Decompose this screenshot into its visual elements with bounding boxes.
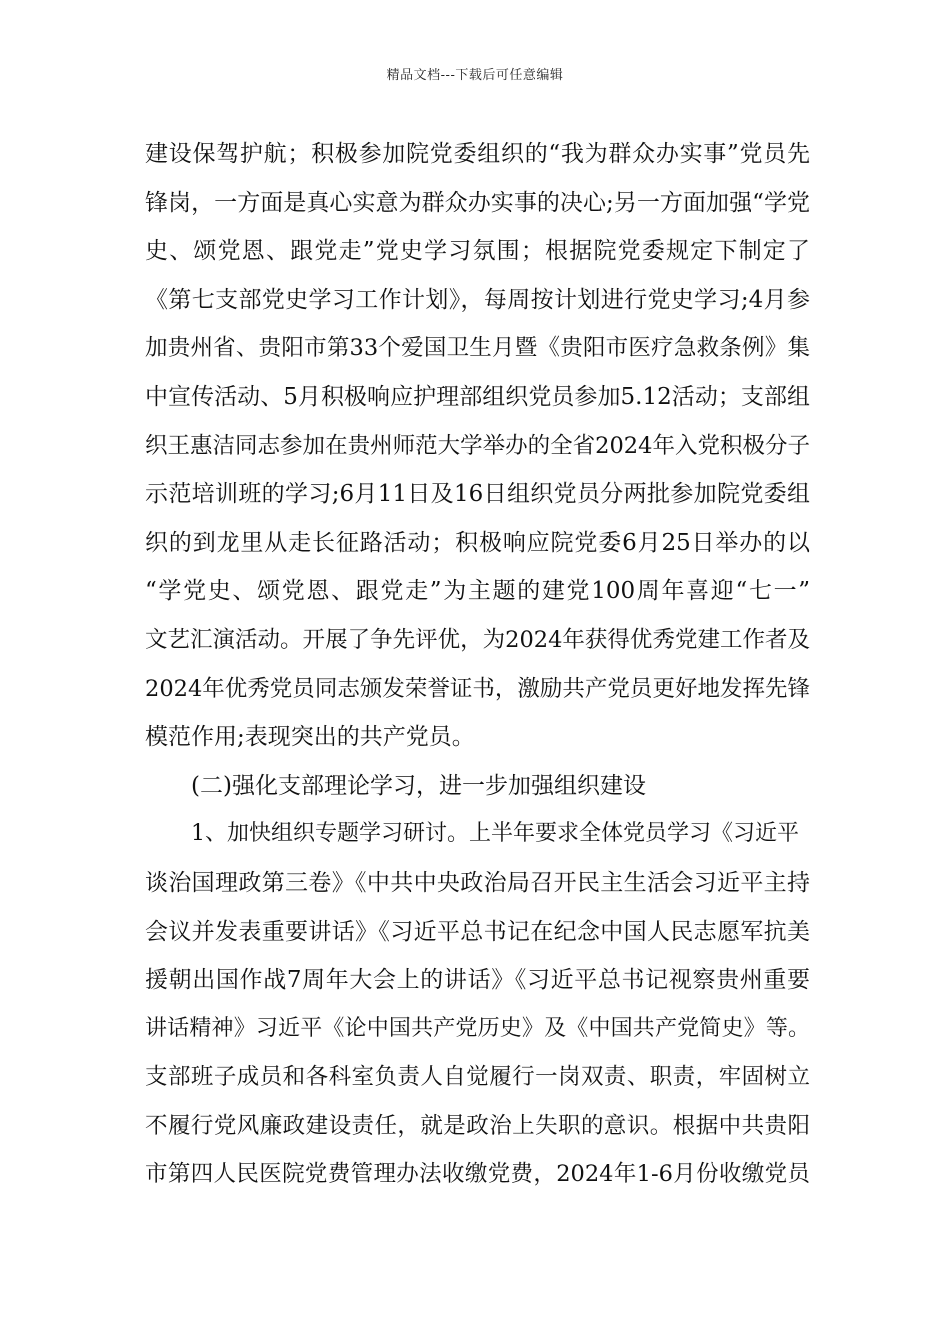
text-line: 会议并发表重要讲话》《习近平总书记在纪念中国人民志愿军抗美 (145, 918, 810, 945)
text-line: 示范培训班的学习;6月11日及16日组织党员分两批参加院党委组 (145, 481, 810, 508)
text-line: 《第七支部党史学习工作计划》，每周按计划进行党史学习;4月参 (145, 286, 810, 313)
text-line: 锋岗，一方面是真心实意为群众办实事的决心;另一方面加强“学党 (145, 189, 810, 216)
text-line: 模范作用;表现突出的共产党员。 (145, 724, 475, 751)
text-line: 文艺汇演活动。开展了争先评优，为2024年获得优秀党建工作者及 (145, 626, 810, 653)
document-body (145, 130, 810, 1199)
text-line: 织王惠洁同志参加在贵州师范大学举办的全省2024年入党积极分子 (145, 432, 810, 459)
page-header: 精品文档---下载后可任意编辑 (386, 68, 564, 83)
text-line: 谈治国理政第三卷》《中共中央政治局召开民主生活会习近平主持 (145, 869, 810, 896)
text-line: 讲话精神》习近平《论中国共产党历史》及《中国共产党简史》等。 (145, 1015, 810, 1041)
text-line: 建设保驾护航；积极参加院党委组织的“我为群众办实事”党员先 (145, 141, 810, 167)
section-heading: (二)强化支部理论学习，进一步加强组织建设 (191, 772, 646, 799)
text-line: 中宣传活动、5月积极响应护理部组织党员参加5.12活动；支部组 (145, 383, 810, 410)
text-line: 史、颂党恩、跟党走”党史学习氛围；根据院党委规定下制定了 (145, 238, 810, 265)
text-line: “学党史、颂党恩、跟党走”为主题的建党100周年喜迎“七一” (145, 578, 810, 605)
text-line: 2024年优秀党员同志颁发荣誉证书，激励共产党员更好地发挥先锋 (145, 675, 810, 702)
text-line: 1、加快组织专题学习研讨。上半年要求全体党员学习《习近平 (191, 821, 799, 847)
text-line: 织的到龙里从走长征路活动；积极响应院党委6月25日举办的以 (145, 529, 810, 556)
text-line: 支部班子成员和各科室负责人自觉履行一岗双责、职责，牢固树立 (145, 1064, 810, 1091)
text-line: 加贵州省、贵阳市第33个爱国卫生月暨《贵阳市医疗急救条例》集 (145, 335, 810, 362)
text-line: 市第四人民医院党费管理办法收缴党费，2024年1-6月份收缴党员 (145, 1161, 810, 1188)
text-line: 援朝出国作战7周年大会上的讲话》《习近平总书记视察贵州重要 (145, 967, 810, 994)
text-line: 不履行党风廉政建设责任，就是政治上失职的意识。根据中共贵阳 (145, 1112, 810, 1139)
